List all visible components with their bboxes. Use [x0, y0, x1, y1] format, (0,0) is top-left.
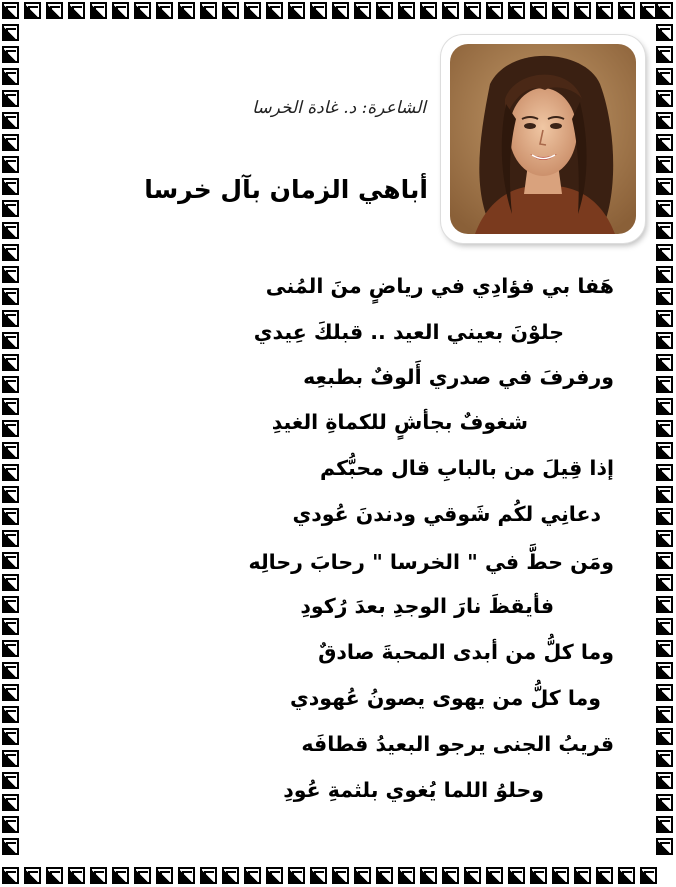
border-ornament-icon	[656, 816, 673, 833]
woman-portrait-icon	[450, 44, 636, 234]
border-ornament-icon	[486, 2, 503, 19]
border-ornament-icon	[24, 867, 41, 884]
border-ornament-icon	[656, 244, 673, 261]
border-ornament-icon	[656, 574, 673, 591]
border-ornament-icon	[2, 420, 19, 437]
border-ornament-icon	[530, 2, 547, 19]
verse-line: هَفا بي فؤادِي في رياضٍ منَ المُنى	[265, 274, 614, 298]
page-border-top	[0, 0, 676, 22]
poet-portrait	[450, 44, 636, 234]
border-ornament-icon	[552, 2, 569, 19]
border-ornament-icon	[2, 244, 19, 261]
border-ornament-icon	[508, 867, 525, 884]
border-ornament-icon	[266, 867, 283, 884]
border-ornament-icon	[552, 867, 569, 884]
border-ornament-icon	[656, 398, 673, 415]
border-ornament-icon	[656, 266, 673, 283]
border-ornament-icon	[530, 867, 547, 884]
border-ornament-icon	[656, 178, 673, 195]
border-ornament-icon	[398, 2, 415, 19]
verse-line: وما كلُّ من يهوى يصونُ عُهودي	[290, 686, 601, 710]
border-ornament-icon	[656, 2, 673, 19]
border-ornament-icon	[656, 662, 673, 679]
border-ornament-icon	[2, 398, 19, 415]
border-ornament-icon	[656, 530, 673, 547]
border-ornament-icon	[332, 2, 349, 19]
border-ornament-icon	[656, 552, 673, 569]
border-ornament-icon	[2, 684, 19, 701]
border-ornament-icon	[156, 867, 173, 884]
border-ornament-icon	[288, 2, 305, 19]
border-ornament-icon	[2, 464, 19, 481]
border-ornament-icon	[656, 508, 673, 525]
border-ornament-icon	[464, 867, 481, 884]
border-ornament-icon	[68, 867, 85, 884]
border-ornament-icon	[574, 2, 591, 19]
border-ornament-icon	[442, 867, 459, 884]
border-ornament-icon	[2, 794, 19, 811]
border-ornament-icon	[2, 310, 19, 327]
border-ornament-icon	[656, 90, 673, 107]
border-ornament-icon	[618, 2, 635, 19]
border-ornament-icon	[2, 90, 19, 107]
poet-name: الشاعرة: د. غادة الخرسا	[252, 98, 426, 118]
verse-line: دعانِي لكُم شَوقي ودندنَ عُودي	[292, 502, 601, 526]
border-ornament-icon	[2, 838, 19, 855]
border-ornament-icon	[420, 2, 437, 19]
border-ornament-icon	[134, 867, 151, 884]
border-ornament-icon	[656, 310, 673, 327]
border-ornament-icon	[656, 332, 673, 349]
border-ornament-icon	[656, 46, 673, 63]
page-border-right	[654, 0, 676, 887]
border-ornament-icon	[2, 376, 19, 393]
border-ornament-icon	[2, 508, 19, 525]
border-ornament-icon	[656, 772, 673, 789]
portrait-frame	[441, 35, 645, 243]
border-ornament-icon	[656, 68, 673, 85]
border-ornament-icon	[156, 2, 173, 19]
border-ornament-icon	[596, 867, 613, 884]
verse-line: ومَن حطَّ في " الخرسا " رحابَ رحالِه	[248, 550, 614, 574]
border-ornament-icon	[2, 68, 19, 85]
border-ornament-icon	[508, 2, 525, 19]
border-ornament-icon	[2, 266, 19, 283]
border-ornament-icon	[656, 596, 673, 613]
border-ornament-icon	[332, 867, 349, 884]
border-ornament-icon	[2, 332, 19, 349]
border-ornament-icon	[656, 684, 673, 701]
border-ornament-icon	[2, 2, 19, 19]
border-ornament-icon	[112, 867, 129, 884]
border-ornament-icon	[310, 2, 327, 19]
poem-title: أباهي الزمان بآل خرسا	[144, 175, 428, 204]
border-ornament-icon	[656, 156, 673, 173]
border-ornament-icon	[2, 530, 19, 547]
border-ornament-icon	[2, 222, 19, 239]
border-ornament-icon	[656, 728, 673, 745]
border-ornament-icon	[376, 2, 393, 19]
border-ornament-icon	[656, 464, 673, 481]
page-border-left	[0, 0, 22, 887]
border-ornament-icon	[656, 442, 673, 459]
border-ornament-icon	[574, 867, 591, 884]
border-ornament-icon	[656, 838, 673, 855]
border-ornament-icon	[354, 867, 371, 884]
border-ornament-icon	[656, 750, 673, 767]
border-ornament-icon	[656, 354, 673, 371]
border-ornament-icon	[2, 772, 19, 789]
verse-line: فأيقظَ نارَ الوجدِ بعدَ رُكودِ	[300, 594, 554, 618]
border-ornament-icon	[68, 2, 85, 19]
border-ornament-icon	[486, 867, 503, 884]
border-ornament-icon	[310, 867, 327, 884]
border-ornament-icon	[596, 2, 613, 19]
border-ornament-icon	[398, 867, 415, 884]
border-ornament-icon	[134, 2, 151, 19]
border-ornament-icon	[656, 706, 673, 723]
border-ornament-icon	[2, 200, 19, 217]
border-ornament-icon	[2, 662, 19, 679]
border-ornament-icon	[442, 2, 459, 19]
border-ornament-icon	[2, 134, 19, 151]
verse-line: قريبُ الجنى يرجو البعيدُ قطافَه	[301, 732, 614, 756]
border-ornament-icon	[2, 816, 19, 833]
border-ornament-icon	[2, 618, 19, 635]
border-ornament-icon	[244, 867, 261, 884]
border-ornament-icon	[656, 376, 673, 393]
border-ornament-icon	[656, 222, 673, 239]
border-ornament-icon	[2, 46, 19, 63]
border-ornament-icon	[656, 134, 673, 151]
verse-line: جلوْنَ بعيني العيد .. قبلكَ عِيدي	[253, 320, 564, 344]
border-ornament-icon	[2, 706, 19, 723]
border-ornament-icon	[288, 867, 305, 884]
border-ornament-icon	[376, 867, 393, 884]
border-ornament-icon	[656, 112, 673, 129]
border-ornament-icon	[2, 354, 19, 371]
border-ornament-icon	[24, 2, 41, 19]
border-ornament-icon	[90, 2, 107, 19]
border-ornament-icon	[618, 867, 635, 884]
border-ornament-icon	[464, 2, 481, 19]
border-ornament-icon	[656, 640, 673, 657]
border-ornament-icon	[656, 288, 673, 305]
border-ornament-icon	[2, 574, 19, 591]
border-ornament-icon	[420, 867, 437, 884]
border-ornament-icon	[2, 596, 19, 613]
border-ornament-icon	[46, 2, 63, 19]
verse-line: وحلوُ اللما يُغوي بلثمةِ عُودِ	[283, 778, 544, 802]
verse-line: وما كلُّ من أبدى المحبةَ صادقٌ	[318, 640, 614, 664]
verse-line: إذا قِيلَ من بالبابِ قال محبُّكم	[320, 456, 614, 480]
verse-line: ورفرفَ في صدري أَلوفٌ بطبعِه	[303, 365, 614, 389]
verse-line: شغوفٌ بجأشٍ للكماةِ الغيدِ	[271, 410, 528, 434]
border-ornament-icon	[2, 442, 19, 459]
border-ornament-icon	[2, 288, 19, 305]
border-ornament-icon	[112, 2, 129, 19]
border-ornament-icon	[2, 640, 19, 657]
border-ornament-icon	[656, 486, 673, 503]
border-ornament-icon	[2, 552, 19, 569]
border-ornament-icon	[222, 2, 239, 19]
border-ornament-icon	[200, 867, 217, 884]
border-ornament-icon	[178, 867, 195, 884]
border-ornament-icon	[656, 420, 673, 437]
border-ornament-icon	[200, 2, 217, 19]
border-ornament-icon	[90, 867, 107, 884]
border-ornament-icon	[222, 867, 239, 884]
border-ornament-icon	[354, 2, 371, 19]
border-ornament-icon	[2, 156, 19, 173]
border-ornament-icon	[2, 750, 19, 767]
border-ornament-icon	[178, 2, 195, 19]
border-ornament-icon	[656, 200, 673, 217]
border-ornament-icon	[2, 728, 19, 745]
border-ornament-icon	[46, 867, 63, 884]
border-ornament-icon	[2, 486, 19, 503]
border-ornament-icon	[2, 24, 19, 41]
border-ornament-icon	[244, 2, 261, 19]
border-ornament-icon	[2, 112, 19, 129]
border-ornament-icon	[266, 2, 283, 19]
border-ornament-icon	[2, 178, 19, 195]
border-ornament-icon	[656, 794, 673, 811]
page-border-bottom	[0, 865, 676, 887]
border-ornament-icon	[656, 618, 673, 635]
border-ornament-icon	[656, 24, 673, 41]
